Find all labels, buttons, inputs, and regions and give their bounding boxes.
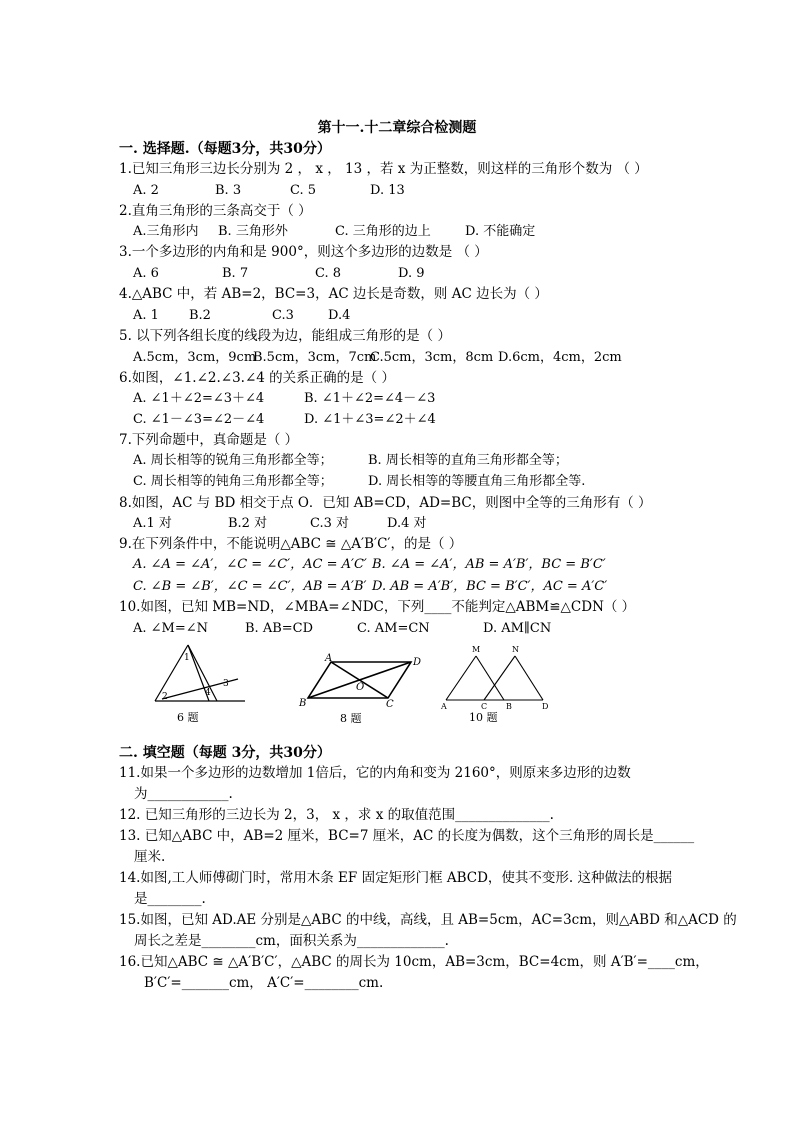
question-16-cont: B′C′=_______cm， A′C′=________cm. xyxy=(144,975,384,991)
q4-option-d: D.4 xyxy=(328,308,351,323)
q7-option-a: A. 周长相等的锐角三角形都全等； xyxy=(133,453,333,468)
fig6-label-2: 2 xyxy=(162,692,168,702)
q4-option-c: C.3 xyxy=(272,308,294,323)
q6-option-a: A. ∠1＋∠2=∠3＋∠4 xyxy=(133,391,265,406)
fig10-caption: 10 题 xyxy=(469,711,498,724)
question-15-cont: 周长之差是________cm，面积关系为_____________. xyxy=(134,933,449,949)
question-3: 3.一个多边形的内角和是 900°，则这个多边形的边数是 （ ） xyxy=(119,244,488,260)
question-14-cont: 是________. xyxy=(134,891,206,907)
fig10-label-d: D xyxy=(542,702,549,711)
question-11-cont: 为____________. xyxy=(134,786,233,802)
fig6-label-1: 1 xyxy=(184,653,190,663)
section-heading-choice: 一. 选择题.（每题3分，共30分） xyxy=(119,141,331,157)
fig8-label-c: C xyxy=(386,699,394,710)
question-8: 8.如图，AC 与 BD 相交于点 O．已知 AB=CD，AD=BC，则图中全等的三角形有（ ） xyxy=(119,495,652,511)
question-12: 12. 已知三角形的三边长为 2，3， x ，求 x 的取值范围______________. xyxy=(119,807,554,823)
q6-option-d: D. ∠1＋∠3=∠2＋∠4 xyxy=(304,412,436,427)
fig6-label-4: 4 xyxy=(205,688,211,698)
q5-option-c: C.5cm，3cm，8cm xyxy=(370,350,494,365)
q5-option-d: D.6cm，4cm，2cm xyxy=(498,350,622,365)
question-9: 9.在下列条件中，不能说明△ABC ≅ △A′B′C′，的是（ ） xyxy=(119,536,463,552)
q7-option-d: D. 周长相等的等腰直角三角形都全等. xyxy=(368,474,586,489)
fig10-nd xyxy=(515,656,543,700)
question-13: 13. 已知△ABC 中，AB=2 厘米，BC=7 厘米，AC 的长度为偶数，这个三角形的周长是______ xyxy=(119,828,695,844)
q1-option-c: C. 5 xyxy=(290,183,317,198)
question-4: 4.△ABC 中，若 AB=2，BC=3，AC 边长是奇数，则 AC 边长为（ ） xyxy=(119,286,548,302)
question-5: 5. 以下列各组长度的线段为边，能组成三角形的是（ ） xyxy=(119,328,451,344)
question-7: 7.下列命题中，真命题是（ ） xyxy=(119,432,299,448)
fig6-side-right xyxy=(188,645,217,701)
q8-option-a: A.1 对 xyxy=(133,516,172,531)
question-15: 15.如图，已知 AD.AE 分别是△ABC 的中线，高线，且 AB=5cm，AC=3cm，则△ABD 和△ACD 的 xyxy=(119,912,737,928)
section-heading-fill: 二. 填空题（每题 3分，共30分） xyxy=(119,745,331,761)
q10-option-b: B. AB=CD xyxy=(245,621,314,636)
fig8-label-d: D xyxy=(413,657,422,668)
q5-option-b: B.5cm，3cm，7cm xyxy=(253,350,377,365)
question-6: 6.如图，∠1.∠2.∠3.∠4 的关系正确的是（ ） xyxy=(119,370,395,386)
q2-option-d: D. 不能确定 xyxy=(465,224,536,239)
q2-option-b: B. 三角形外 xyxy=(218,224,288,239)
q4-option-b: B.2 xyxy=(189,308,211,323)
question-2: 2.直角三角形的三条高交于（ ） xyxy=(119,203,312,219)
fig6-caption: 6 题 xyxy=(177,711,199,724)
question-1: 1.已知三角形三边长分别为 2 ， x ， 13 ，若 x 为正整数，则这样的三角形个数为 （ ） xyxy=(119,161,648,177)
fig6-label-3: 3 xyxy=(223,679,229,689)
q7-option-c: C. 周长相等的钝角三角形都全等； xyxy=(133,474,333,489)
q6-option-c: C. ∠1－∠3=∠2－∠4 xyxy=(133,412,265,427)
q7-option-b: B. 周长相等的直角三角形都全等； xyxy=(368,453,568,468)
q3-option-a: A. 6 xyxy=(133,266,159,281)
q8-option-d: D.4 对 xyxy=(387,516,427,531)
q9-option-c: C. ∠B = ∠B′，∠C = ∠C′，AB = A′B′ xyxy=(133,579,367,594)
figure-10 xyxy=(438,642,553,726)
fig10-am xyxy=(446,656,476,700)
q9-option-b: B. ∠A = ∠A′，AB = A′B′，BC = B′C′ xyxy=(372,557,606,572)
q1-option-a: A. 2 xyxy=(133,183,159,198)
question-14: 14.如图,工人师傅砌门时，常用木条 EF 固定矩形门框 ABCD，使其不变形. 这种做法的根据 xyxy=(119,870,673,886)
fig10-label-b: B xyxy=(506,702,512,711)
question-11: 11.如果一个多边形的边数增加 1倍后，它的内角和变为 2160°，则原来多边形的边数 xyxy=(119,765,631,781)
q9-option-d: D. AB = A′B′，BC = B′C′，AC = A′C′ xyxy=(372,579,608,594)
fig10-label-n: N xyxy=(512,645,519,654)
fig8-label-b: B xyxy=(299,698,307,709)
fig8-caption: 8 题 xyxy=(340,712,362,725)
q3-option-b: B. 7 xyxy=(222,266,249,281)
fig10-label-a: A xyxy=(441,702,447,711)
fig10-label-m: M xyxy=(472,645,481,654)
page-title: 第十一.十二章综合检测题 xyxy=(317,120,477,136)
fig8-label-o: O xyxy=(356,682,365,693)
question-16: 16.已知△ABC ≅ △A′B′C′，△ABC 的周长为 10cm，AB=3cm，BC=4cm，则 A′B′=____cm， xyxy=(119,954,709,970)
q1-option-d: D. 13 xyxy=(370,183,405,198)
q3-option-d: D. 9 xyxy=(398,266,425,281)
q6-option-b: B. ∠1＋∠2=∠4－∠3 xyxy=(304,391,436,406)
q1-option-b: B. 3 xyxy=(215,183,242,198)
q8-option-c: C.3 对 xyxy=(310,516,350,531)
q8-option-b: B.2 对 xyxy=(228,516,268,531)
q2-option-c: C. 三角形的边上 xyxy=(335,224,431,239)
q4-option-a: A. 1 xyxy=(133,308,159,323)
question-13-cont: 厘米. xyxy=(134,849,166,865)
q9-option-a: A. ∠A = ∠A′，∠C = ∠C′，AC = A′C′ xyxy=(133,557,367,572)
fig8-label-a: A xyxy=(325,653,333,664)
q10-option-c: C. AM=CN xyxy=(357,621,430,636)
q5-option-a: A.5cm，3cm，9cm xyxy=(133,350,257,365)
figure-6 xyxy=(150,643,250,725)
q10-option-d: D. AM∥CN xyxy=(483,621,552,636)
q3-option-c: C. 8 xyxy=(315,266,342,281)
figure-8 xyxy=(296,652,426,728)
q10-option-a: A. ∠M=∠N xyxy=(133,621,209,636)
fig10-label-c: C xyxy=(481,702,488,711)
question-10: 10.如图，已知 MB=ND，∠MBA=∠NDC，下列____不能判定△ABM≌△CDN（ ） xyxy=(119,599,636,615)
q2-option-a: A.三角形内 xyxy=(133,224,199,239)
